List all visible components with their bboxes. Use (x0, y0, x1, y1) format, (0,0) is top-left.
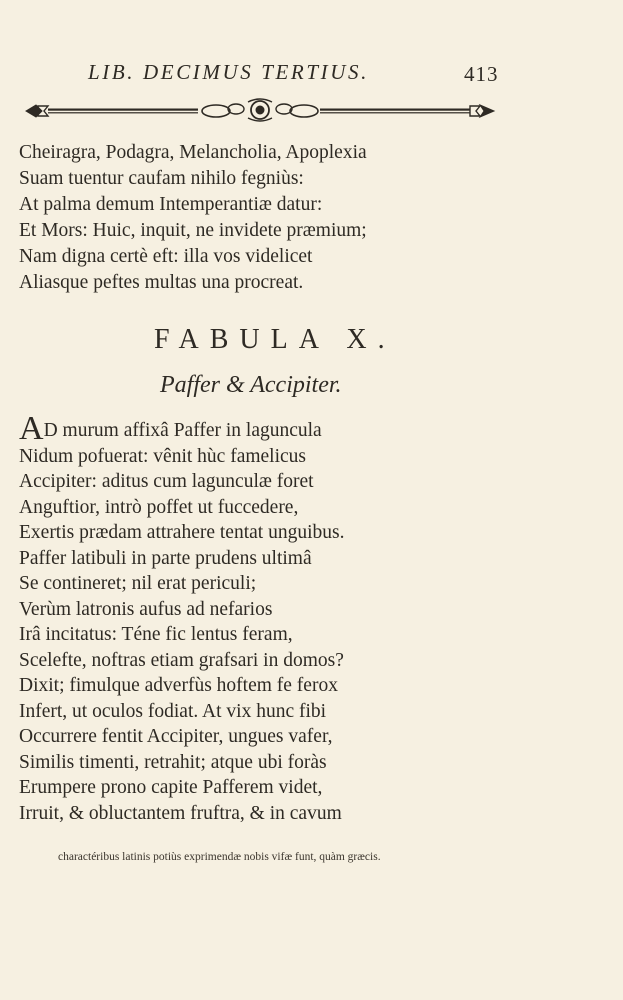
fable-text (19, 410, 345, 826)
verse-line: Cheiragra, Podagra, Melancholia, Apoplexia (19, 142, 367, 163)
verse-line: Et Mors: Huic, inquit, ne invidete præmium; (19, 220, 367, 241)
page-number: 413 (464, 62, 499, 86)
drop-initial: A (19, 410, 44, 447)
fable-first-line (19, 410, 344, 447)
fable-line: Nidum pofuerat: vênit hùc famelicus (19, 445, 306, 467)
fable-line: Anguftior, intrò poffet ut fuccedere, (19, 496, 299, 518)
first-line-rest: D murum affixâ Paffer in laguncula (43, 420, 322, 441)
fable-line: Dixit; fimulque adverfùs hoftem fe ferox (19, 675, 338, 696)
fable-subtitle: Paffer & Accipiter. (160, 372, 342, 398)
fable-title: FABULA X. (154, 324, 396, 355)
fable-line: Irruit, & obluctantem fruftra, & in cavum (19, 802, 342, 824)
footnote: charactéribus latinis potiùs exprimendæ nobis vifæ funt, quàm græcis. (58, 851, 381, 863)
fable-line: Accipiter: aditus cum lagunculæ foret (19, 471, 314, 492)
running-head: LIB. DECIMUS TERTIUS. (88, 60, 369, 84)
verse-line: Suam tuentur caufam nihilo fegniùs: (19, 168, 304, 189)
fable-line: Verùm latronis aufus ad nefarios (19, 598, 273, 620)
fable-line: Paffer latibuli in parte prudens ultimâ (19, 547, 312, 569)
fable-line: Scelefte, noftras etiam grafsari in domos? (19, 649, 344, 671)
verse-line: Aliasque peftes multas una procreat. (19, 272, 304, 293)
fable-line: Erumpere prono capite Pafferem videt, (19, 777, 323, 798)
fable-line: Exertis prædam attrahere tentat unguibus. (19, 522, 345, 543)
verse-line: At palma demum Intemperantiæ datur: (19, 194, 323, 215)
fable-line: Infert, ut oculos fodiat. At vix hunc fibi (19, 700, 327, 722)
fable-line: Se contineret; nil erat periculi; (19, 573, 257, 594)
fable-line: Similis timenti, retrahit; atque ubi foràs (19, 751, 327, 773)
fable-line: Occurrere fentit Accipiter, ungues vafer, (19, 726, 333, 747)
fable-line: Irâ incitatus: Téne fic lentus feram, (19, 624, 293, 645)
verse-line: Nam digna certè eft: illa vos videlicet (19, 246, 313, 267)
verse-block (19, 140, 367, 296)
ornamental-rule-icon (24, 96, 496, 126)
